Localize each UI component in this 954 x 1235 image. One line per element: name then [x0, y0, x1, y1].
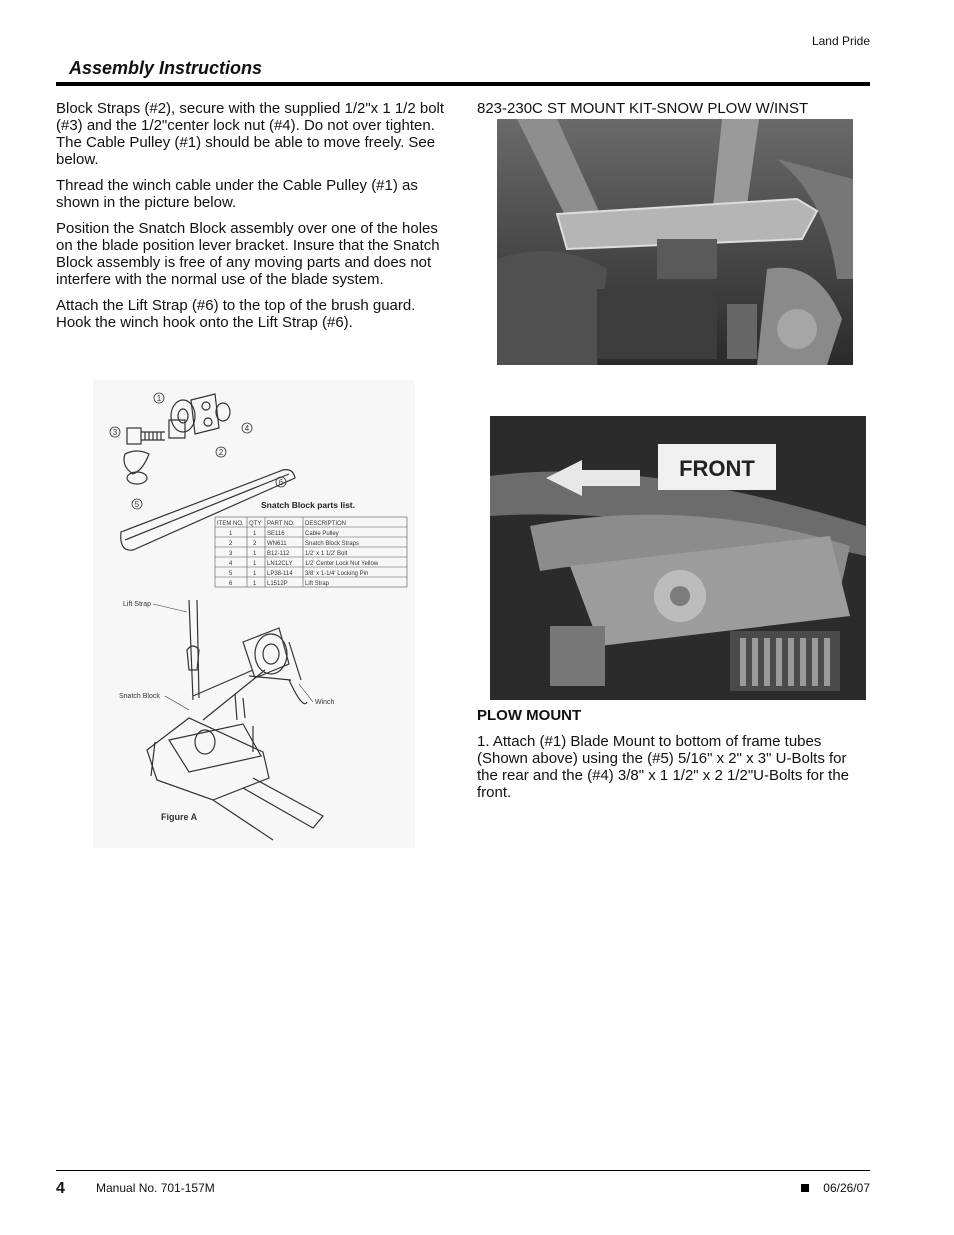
- table-cell: 3: [229, 551, 233, 557]
- table-cell: Cable Pulley: [305, 531, 339, 537]
- table-cell: 1: [253, 561, 257, 567]
- callout-4: 4: [244, 424, 250, 433]
- callout-1: 1: [156, 394, 162, 403]
- table-cell: LP38-114: [267, 571, 293, 577]
- footer-rule: [56, 1170, 870, 1171]
- table-cell: SE116: [267, 531, 285, 537]
- table-cell: 1: [253, 581, 257, 587]
- figure-caption: Figure A: [161, 812, 198, 822]
- square-bullet-icon: [801, 1184, 809, 1192]
- snatch-block-diagram: [93, 380, 415, 848]
- front-mount-photo: [490, 416, 866, 700]
- table-cell: 1: [253, 531, 257, 537]
- parts-list-title: Snatch Block parts list.: [261, 500, 355, 510]
- paragraph-thread-cable: Thread the winch cable under the Cable Pulley (#1) as shown in the picture below.: [56, 177, 418, 211]
- plow-mount-heading: PLOW MOUNT: [477, 707, 582, 724]
- header-rule: [56, 82, 870, 86]
- section-title: Assembly Instructions: [69, 58, 263, 78]
- label-lift-strap: Lift Strap: [123, 601, 152, 608]
- table-header-item: ITEM NO.: [217, 521, 244, 527]
- brand-name: Land Pride: [811, 34, 870, 48]
- table-cell: B12-112: [267, 551, 290, 557]
- table-cell: L1512P: [267, 581, 288, 587]
- label-snatch-block: Snatch Block: [119, 693, 160, 700]
- callout-2: 2: [218, 448, 224, 457]
- table-cell: 1/2' Center Lock Nut Yellow: [305, 561, 379, 567]
- table-cell: WN611: [267, 541, 287, 547]
- kit-title: 823-230C ST MOUNT KIT-SNOW PLOW W/INST: [477, 100, 809, 117]
- mount-kit-photo-drawing: [497, 119, 853, 365]
- table-cell: 2: [229, 541, 233, 547]
- table-cell: 1: [229, 531, 233, 537]
- table-cell: 2: [253, 541, 257, 547]
- callout-6: 6: [278, 478, 284, 487]
- table-header-description: DESCRIPTION: [305, 521, 347, 527]
- left-column: [56, 100, 448, 340]
- paragraph-block-straps: Block Straps (#2), secure with the supplied 1/2"x 1 1/2 bolt (#3) and the 1/2"center lock nut (#4). Do not over tighten. The Cable Pulley (#1) should be able to move freely. See below.: [56, 100, 445, 168]
- table-header-part: PART NO.: [267, 521, 295, 527]
- label-winch: Winch: [315, 699, 335, 706]
- footer-date-group: [760, 1181, 870, 1195]
- table-cell: 3/8' x 1-1/4' Locking Pin: [305, 571, 369, 577]
- table-cell: 1: [253, 551, 257, 557]
- table-cell: LN12CLY: [267, 561, 293, 567]
- table-cell: 1: [253, 571, 257, 577]
- paragraph-attach-strap: Attach the Lift Strap (#6) to the top of the brush guard. Hook the winch hook onto the Lift Strap (#6).: [56, 297, 416, 331]
- table-cell: Snatch Block Straps: [305, 541, 360, 547]
- front-mount-photo-drawing: [490, 416, 866, 700]
- table-cell: 4: [229, 561, 233, 567]
- footer-date: 06/26/07: [823, 1181, 870, 1195]
- callout-3: 3: [112, 428, 118, 437]
- table-cell: 1/2' x 1 1/2' Bolt: [305, 551, 348, 557]
- table-cell: 5: [229, 571, 233, 577]
- figure-a-drawing: [93, 380, 415, 848]
- callout-5: 5: [134, 500, 140, 509]
- paragraph-position-block: Position the Snatch Block assembly over one of the holes on the blade position lever bracket. Insure that the Snatch Block assembly is free of any moving parts and does not interfere with the normal use of the blade system.: [56, 220, 440, 288]
- front-sign-text: FRONT: [679, 456, 755, 481]
- table-cell: Lift Strap: [305, 581, 330, 587]
- table-header-qty: QTY: [249, 521, 262, 527]
- page-number: 4: [56, 1180, 65, 1197]
- table-cell: 6: [229, 581, 233, 587]
- plow-mount-text: 1. Attach (#1) Blade Mount to bottom of frame tubes (Shown above) using the (#5) 5/16" x 2" x 3" U-Bolts for the rear and the (#4) 3/8" x 1 1/2" x 2 1/2"U-Bolts for the front.: [477, 733, 850, 801]
- manual-number: Manual No. 701-157M: [96, 1181, 215, 1195]
- mount-kit-photo: [497, 119, 853, 365]
